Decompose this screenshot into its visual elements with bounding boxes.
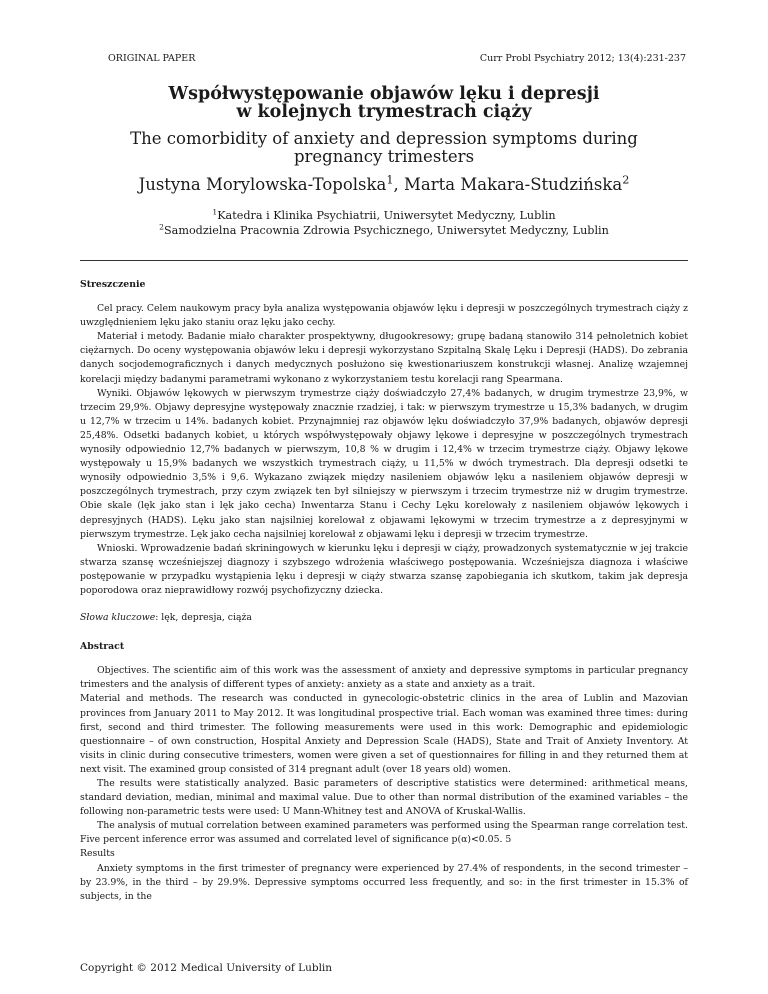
abstract-paragraph-2: Material and methods. The research was conducted in gynecologic-obstetric clinics in the area of Lublin and Mazovian provinces from January 2011 to May 2012. It was longitudinal prospective trial. Each woman was examined three times: during first, second and third trimester. The following measurements were used in this work: Demographic and epidemiologic questionnaire – of own construction, Hospital Anxiety and Depression Scale (HADS), State and Trait of Anxiety Inventory. At visits in clinic during consecutive trimesters, women were given a set of questionnaires for filling in and they returned them at next visit. The examined group consisted of 314 pregnant adult (over 18 years old) women. xyxy=(80,693,688,775)
author-separator: , xyxy=(393,175,405,194)
polish-title xyxy=(0,85,768,121)
abstract-paragraph-3: The results were statistically analyzed. Basic parameters of descriptive statistics were determined: arithmetical means, standard deviation, median, minimal and maximal value. Due to other than normal distribution of the examined variables – the following non-parametric tests were used: U Mann-Whitney test and ANOVA of Kruskal-Wallis. xyxy=(80,778,688,818)
polish-title-line-2: w kolejnych trymestrach ciąży xyxy=(236,102,532,122)
affiliations xyxy=(0,208,768,238)
abstract-paragraph-5: Anxiety symptoms in the first trimester of pregnancy were experienced by 27.4% of respondents, in the second trimester – by 23.9%, in the third – by 29.9%. Depressive symptoms occurred less frequently, and so: in the first trimester in 15.3% of subjects, in the xyxy=(80,862,688,902)
abstract-paragraph-4: The analysis of mutual correlation between examined parameters was performed using the Spearman range correlation test. Five percent inference error was assumed and correlated level of significance p(α)<0.05. 5 xyxy=(80,820,688,846)
author-2-affiliation-mark: 2 xyxy=(622,173,630,187)
affiliation-2 xyxy=(0,223,768,238)
english-title xyxy=(0,130,768,166)
keywords-label: Słowa kluczowe xyxy=(80,612,156,624)
affiliation-2-mark: 2 xyxy=(159,222,164,232)
streszczenie-paragraph-2: Materiał i metody. Badanie miało charakter prospektywny, długookresowy; grupę badaną stanowiło 314 pełnoletnich kobiet ciężarnych. Do oceny występowania objawów leku i depresji wykorzystano Szpitalną Skalę Lęku i Depresji (HADS). Do zebrania danych socjodemograficznych i danych medycznych posłużono się kwestionariuszem konstrukcji własnej. Analizę wzajemnej korelacji między badanymi parametrami wykonano z wykorzystaniem testu korelacji rang Spearmana. xyxy=(80,331,688,385)
author-1-name: Justyna Morylowska-Topolska xyxy=(138,175,387,194)
results-heading: Results xyxy=(80,848,115,860)
keywords-separator: : xyxy=(155,612,162,624)
copyright-footer: Copyright © 2012 Medical University of Lublin xyxy=(80,962,333,974)
journal-citation: Curr Probl Psychiatry 2012; 13(4):231-237 xyxy=(479,53,686,64)
affiliation-1-mark: 1 xyxy=(212,207,218,217)
header-divider xyxy=(80,260,688,261)
english-title-line-1: The comorbidity of anxiety and depression symptoms during xyxy=(130,129,638,148)
author-list xyxy=(0,175,768,194)
affiliation-1-text: Katedra i Klinika Psychiatrii, Uniwersytet Medyczny, Lublin xyxy=(217,209,556,222)
english-title-line-2: pregnancy trimesters xyxy=(293,147,475,166)
streszczenie-paragraph-3: Wyniki. Objawów lękowych w pierwszym trymestrze ciąży doświadczyło 27,4% badanych, w drugim trymestrze 23,9%, w trzecim 29,9%. Objawy depresyjne występowały znacznie rzadziej, i tak: w pierwszym trymestrze u 15,3% badanych, w drugim u 12,7% w trzecim u 14%. badanych kobiet. Przynajmniej raz objawów lęku doświadczyło 37,9% badanych, objawów depresji 25,48%. Odsetki badanych kobiet, u których współwystępowały objawy lękowe i depresyjne w poszczególnych trymestrach wynosiły odpowiednio 12,7% badanych w pierwszym, 10,8 % w drugim i 12,4% w trzecim trymestrze ciąży. Objawy lękowe występowały u 15,9% badanych we wszystkich trymestrach ciąży, u 11,5% w dwóch trymestrach. Dla depresji odsetki te wynosiły odpowiednio 3,5% i 9,6. Wykazano związek między nasileniem objawów lęku a nasileniem objawów depresji w poszczególnych trymestrach, przy czym związek ten był silniejszy w pierwszym i trzecim trymestrze niż w drugim trymestrze. Obie skale (lęk jako stan i lęk jako cecha) Inwentarza Stanu i Cechy Lęku korelowały z nasileniem objawów lękowych i depresyjnych (HADS). Lęku jako stan najsilniej korelował z objawami lękowymi w trzecim trymestrze a z depresyjnymi w pierwszym trymestrze. Lęk jako cecha najsilniej korelował z objawami lęku i depresji w trzecim trymestrze. xyxy=(80,387,688,540)
polish-title-line-1: Współwystępowanie objawów lęku i depresji xyxy=(168,84,600,104)
keywords-line xyxy=(80,611,688,625)
affiliation-1 xyxy=(0,208,768,223)
affiliation-2-text: Samodzielna Pracownia Zdrowia Psychicznego, Uniwersytet Medyczny, Lublin xyxy=(164,224,609,237)
keywords-values: lęk, depresja, ciąża xyxy=(161,612,252,624)
streszczenie-heading: Streszczenie xyxy=(80,279,146,290)
abstract-paragraph-1: Objectives. The scientific aim of this work was the assessment of anxiety and depressive symptoms in particular pregnancy trimesters and the analysis of different types of anxiety: anxiety as a state and anxiety as a trait. xyxy=(80,665,688,691)
author-2-name: Marta Makara-Studzińska xyxy=(404,175,623,194)
abstract-heading: Abstract xyxy=(80,641,125,653)
article-type-label: ORIGINAL PAPER xyxy=(108,53,196,64)
streszczenie-paragraph-4: Wnioski. Wprowadzenie badań skriningowych w kierunku lęku i depresji w ciąży, prowadzonych systematycznie w jej trakcie stwarza szansę wcześniejszej diagnozy i szybszego wdrożenia właściwego postępowania. Wcześniejsza diagnoza i właściwe postępowanie w przypadku wystąpienia lęku i depresji w ciąży stwarza szansę zapobiegania ich skutkom, takim jak depresja poporodowa oraz nieprawidłowy rozwój psychofizyczny dziecka. xyxy=(80,542,688,596)
author-1-affiliation-mark: 1 xyxy=(386,173,394,187)
article-body xyxy=(80,278,688,904)
streszczenie-paragraph-1: Cel pracy. Celem naukowym pracy była analiza występowania objawów lęku i depresji w poszczególnych trymestrach ciąży z uwzględnieniem lęku jako staniu oraz lęku jako cechy. xyxy=(80,303,688,329)
